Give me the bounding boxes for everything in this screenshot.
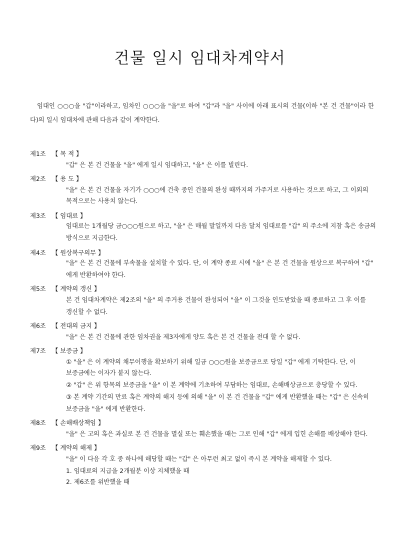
article-number: 제8조 xyxy=(30,420,46,428)
article-7 xyxy=(30,347,378,416)
article-1 xyxy=(30,150,378,171)
article-text: 1. 임대료의 지급을 2개월분 이상 지체했을 때 xyxy=(66,467,190,475)
article-3 xyxy=(30,212,378,245)
article-body xyxy=(30,429,378,441)
article-body xyxy=(30,295,378,319)
article-number: 제2조 xyxy=(30,175,46,183)
article-body xyxy=(30,160,378,172)
article-heading xyxy=(30,285,378,295)
article-title: 【 계약의 갱신 】 xyxy=(52,286,101,294)
article-text: ② "갑" 은 위 항목의 보증금을 "을" 이 본 계약에 기초하여 부담하는 임대료, 손해배상금으로 충당할 수 있다. xyxy=(66,382,358,390)
article-number: 제3조 xyxy=(30,212,46,220)
article-heading xyxy=(30,175,378,185)
article-text: ③ 본 계약 기간의 만료 혹은 계약의 해지 등에 의해 "을" 이 본 건 건물을 "갑" 에게 반환했을 때는 "갑" 은 신속히 보증금을 "을" 에게 반환한다. xyxy=(66,394,370,413)
article-title: 【 원상복구의무 】 xyxy=(52,249,105,257)
article-title: 【 전대의 금지 】 xyxy=(52,323,101,331)
article-5 xyxy=(30,285,378,318)
article-heading xyxy=(30,444,378,454)
article-body xyxy=(30,185,378,209)
article-2 xyxy=(30,175,378,208)
article-text: 2. 제6조를 위반했을 때 xyxy=(66,479,130,487)
article-text: "을" 은 본 건 건물을 자기가 ○○○에 건축 중인 건물의 완성 때까지의 가주거로 사용하는 것으로 하고, 그 이외의 목적으로는 사용치 않는다. xyxy=(66,186,369,206)
article-text: "갑" 은 본 건 건물을 "을" 에게 일시 임대하고, "을" 은 이를 빌린다. xyxy=(66,161,249,169)
article-text: "을" 은 본 건 건물에 관한 임차권을 제3자에게 양도 혹은 본 건 건물을 전대 할 수 없다. xyxy=(66,333,301,341)
article-heading xyxy=(30,212,378,222)
article-heading xyxy=(30,347,378,357)
article-body xyxy=(30,332,378,344)
article-body xyxy=(30,258,378,282)
article-number: 제7조 xyxy=(30,348,46,356)
article-number: 제1조 xyxy=(30,151,46,158)
article-title: 【 손해배상책임 】 xyxy=(52,420,105,428)
article-9 xyxy=(30,444,378,489)
article-8 xyxy=(30,419,378,440)
article-number: 제4조 xyxy=(30,249,46,257)
article-title: 【 보증금 】 xyxy=(52,348,87,356)
article-text: "을" 은 고의 혹은 과실로 본 건 건물을 멸실 또는 훼손했을 때는 그로 인해 "갑" 에게 입힌 손해를 배상해야 한다. xyxy=(66,430,368,438)
article-text: 임대료는 1개월당 금○○○원으로 하고, "을" 은 매월 말일까지 다음 달치 임대료를 "갑" 의 주소에 지참 혹은 송금의 방식으로 지급한다. xyxy=(66,223,377,243)
article-body xyxy=(30,221,378,245)
article-list xyxy=(30,150,378,493)
article-heading xyxy=(30,322,378,332)
article-4 xyxy=(30,249,378,282)
article-title: 【 목 적 】 xyxy=(52,151,83,158)
article-number: 제9조 xyxy=(30,445,46,453)
article-title: 【 임대료 】 xyxy=(52,212,87,220)
article-body xyxy=(30,454,378,489)
article-6 xyxy=(30,322,378,343)
article-title: 【 계약의 해제 】 xyxy=(52,445,101,453)
article-text: ① "을" 은 이 계약의 채무이행을 확보하기 위해 일금 ○○○원을 보증금으로 당일 "갑" 에게 기탁한다. 단, 이 보증금에는 이자가 붙지 않는다. xyxy=(66,358,356,378)
article-text: "을" 은 본 건 건물에 부속물을 설치할 수 있다. 단, 이 계약 종료 시에 "을" 은 본 건 건물을 원상으로 복구하여 "갑" 에게 반환하여야 한다. xyxy=(66,260,374,279)
article-text: "을" 이 다음 각 호 중 하나에 해당할 때는 "갑" 은 아무런 최고 없이 즉시 본 계약을 해제할 수 있다. xyxy=(66,455,332,463)
article-heading xyxy=(30,249,378,259)
article-title: 【 용 도 】 xyxy=(52,175,83,183)
article-heading xyxy=(30,419,378,429)
article-number: 제5조 xyxy=(30,286,46,294)
document-title: 건물 일시 임대차계약서 xyxy=(114,49,286,67)
article-number: 제6조 xyxy=(30,323,46,331)
intro-paragraph: 임대인 ○○○을 "갑"이라하고, 임차인 ○○○을 "을"로 하여 "갑"과 "을" 사이에 아래 표시의 건물(이하 "본 건 건물"이라 한다)의 일시 임대차에 관해 다음과 같이 계약한다. xyxy=(30,103,374,124)
article-body xyxy=(30,357,378,416)
article-heading xyxy=(30,150,378,160)
article-text: 본 건 임대차계약은 제2조의 "을" 의 주거용 건물이 완성되어 "을" 이 그것을 인도받았을 때 종료하고 그 후 이를 갱신할 수 없다. xyxy=(66,296,366,316)
